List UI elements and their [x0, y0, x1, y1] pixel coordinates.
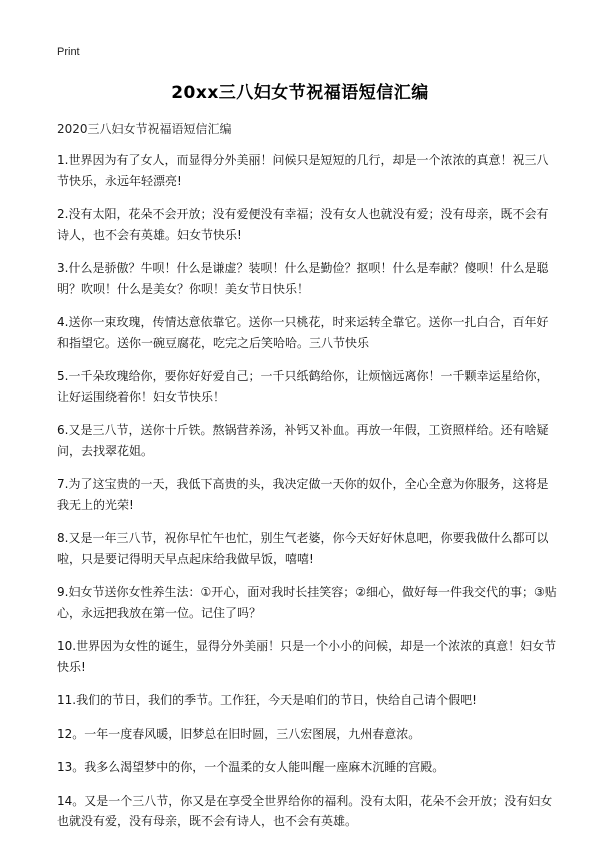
- greeting-entry: 3.什么是骄傲？牛呗！什么是谦虚？装呗！什么是勤俭？抠呗！什么是奉献？傻呗！什么是聪明？吹呗！什么是美女？你呗！美女节日快乐！: [57, 261, 549, 296]
- document-subtitle: 2020三八妇女节祝福语短信汇编: [57, 122, 232, 136]
- greeting-entry: 11.我们的节日，我们的季节。工作狂，今天是咱们的节日，快给自己请个假吧!: [57, 693, 477, 707]
- document-title: 20xx三八妇女节祝福语短信汇编: [171, 83, 429, 103]
- greeting-entry: 14。又是一个三八节，你又是在享受全世界给你的福利。没有太阳，花朵不会开放；没有妇女也就没有爱，没有母亲，既不会有诗人，也不会有英雄。: [57, 793, 553, 828]
- greeting-entry: 2.没有太阳，花朵不会开放；没有爱便没有幸福；没有女人也就没有爱；没有母亲，既不会有诗人，也不会有英雄。妇女节快乐!: [57, 207, 549, 242]
- greeting-list: [57, 150, 557, 845]
- greeting-entry: 8.又是一年三八节，祝你早忙午也忙，别生气老婆，你今天好好休息吧，你要我做什么都可以啦，只是要记得明天早点起床给我做早饭，嘻嘻!: [57, 531, 549, 566]
- greeting-entry: 12。一年一度春风暖，旧梦总在旧时圆，三八宏图展，九州春意浓。: [57, 726, 421, 741]
- greeting-entry: 6.又是三八节，送你十斤铁。熬锅营养汤，补钙又补血。再放一年假，工资照样给。还有啥疑问，去找翠花姐。: [57, 423, 549, 458]
- greeting-entry: 9.妇女节送你女性养生法：①开心，面对我时长挂笑容；②细心，做好每一件我交代的事；③贴心，永远把我放在第一位。记住了吗？: [57, 585, 557, 620]
- greeting-entry: 13。我多么渴望梦中的你，一个温柔的女人能叫醒一座麻木沉睡的宫殿。: [57, 760, 445, 774]
- greeting-entry: 7.为了这宝贵的一天，我低下高贵的头，我决定做一天你的奴仆，全心全意为你服务，这将是我无上的光荣!: [57, 477, 549, 512]
- greeting-entry: 5.一千朵玫瑰给你，要你好好爱自己；一千只纸鹤给你，让烦恼远离你！一千颗幸运星给你，让好运围绕着你！妇女节快乐！: [57, 369, 549, 404]
- greeting-entry: 4.送你一束玫瑰，传情达意依靠它。送你一只桃花，时来运转全靠它。送你一扎白合，百年好和指望它。送你一碗豆腐花，吃完之后笑哈哈。三八节快乐: [57, 315, 549, 350]
- greeting-entry: 1.世界因为有了女人，而显得分外美丽！问候只是短短的几行，却是一个浓浓的真意！祝三八节快乐，永远年轻漂亮!: [57, 153, 549, 188]
- greeting-entry: 10.世界因为女性的诞生，显得分外美丽！只是一个小小的问候，却是一个浓浓的真意！妇女节快乐!: [57, 639, 557, 674]
- print-label: Print: [57, 46, 80, 58]
